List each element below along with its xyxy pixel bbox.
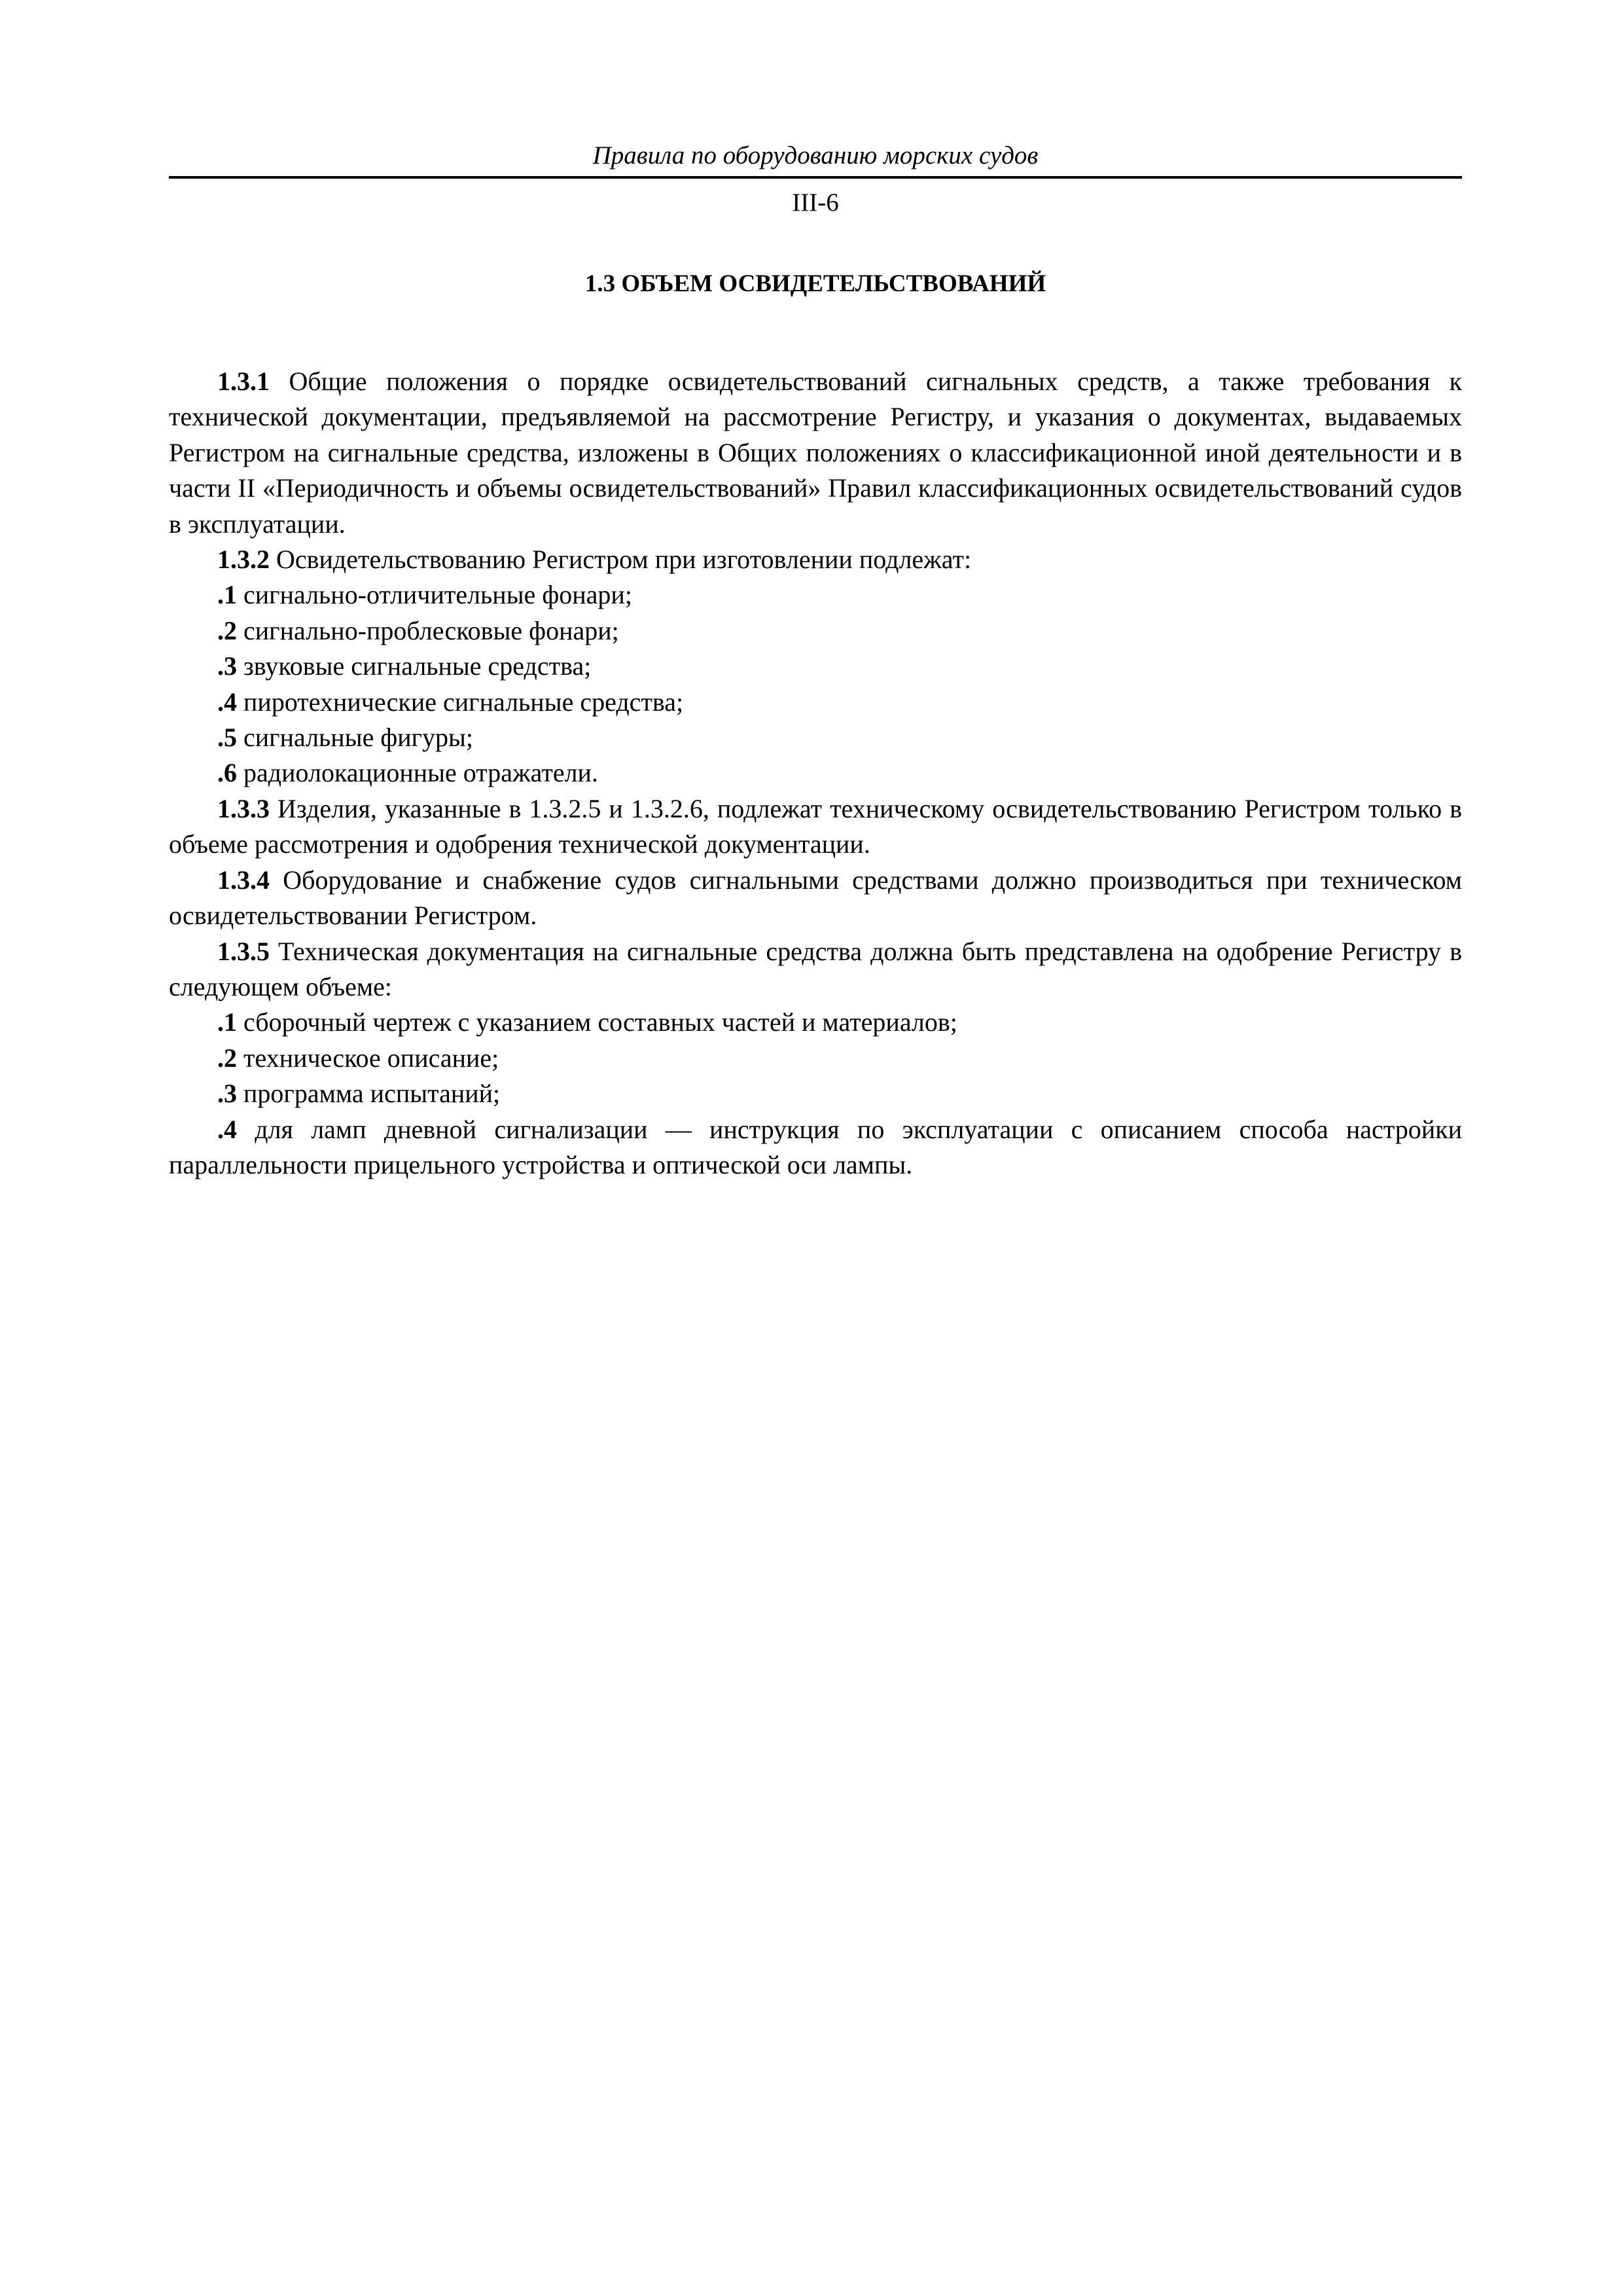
- item-number: .3: [217, 1079, 237, 1109]
- list-item: [169, 1076, 1462, 1111]
- item-number: .2: [217, 615, 237, 645]
- section-title: 1.3 ОБЪЕМ ОСВИДЕТЕЛЬСТВОВАНИЙ: [584, 270, 1046, 297]
- item-text: для ламп дневной сигнализации — инструкция по эксплуатации с описанием способа настройки параллельности прицельного устройства и оптической оси лампы.: [169, 1114, 1462, 1179]
- paragraph-1-3-2: [169, 542, 1462, 577]
- item-text: сигнально-проблесковые фонари;: [237, 615, 619, 645]
- paragraph-1-3-3: [169, 791, 1462, 863]
- list-item: [169, 1112, 1462, 1183]
- item-number: .1: [217, 580, 237, 610]
- item-text: техническое описание;: [237, 1043, 499, 1073]
- running-header: Правила по оборудованию морских судов: [592, 141, 1039, 170]
- clause-text: Изделия, указанные в 1.3.2.5 и 1.3.2.6, подлежат техническому освидетельствованию Регистром только в объеме рассмотрения и одобрения технической документации.: [169, 793, 1462, 859]
- list-item: [169, 1041, 1462, 1076]
- item-number: .1: [217, 1007, 237, 1037]
- item-text: звуковые сигнальные средства;: [237, 651, 592, 681]
- page-number: III-6: [792, 188, 839, 217]
- paragraph-1-3-4: [169, 863, 1462, 934]
- clause-number: 1.3.1: [217, 367, 270, 396]
- clause-number: 1.3.2: [217, 545, 270, 575]
- item-number: .5: [217, 723, 237, 753]
- paragraph-1-3-1: [169, 364, 1462, 542]
- header-rule: [169, 176, 1462, 179]
- item-text: радиолокационные отражатели.: [237, 758, 598, 788]
- clause-number: 1.3.3: [217, 793, 270, 823]
- item-text: сборочный чертеж с указанием составных частей и материалов;: [237, 1007, 957, 1037]
- paragraph-1-3-5: [169, 934, 1462, 1005]
- clause-text: Оборудование и снабжение судов сигнальными средствами должно производиться при техническом освидетельствовании Регистром.: [169, 865, 1462, 931]
- clause-text: Техническая документация на сигнальные средства должна быть представлена на одобрение Регистру в следующем объеме:: [169, 936, 1462, 1001]
- clause-number: 1.3.5: [217, 936, 270, 966]
- list-item: [169, 613, 1462, 649]
- clause-text: Освидетельствованию Регистром при изготовлении подлежат:: [270, 545, 972, 575]
- list-item: [169, 685, 1462, 720]
- item-number: .4: [217, 687, 237, 717]
- clause-text: Общие положения о порядке освидетельствований сигнальных средств, а также требования к технической документации, предъявляемой на рассмотрение Регистру, и указания о документах, выдаваемых Регистром на сигнальные средства, изложены в Общих положениях о классификационной иной деятельности и в части II «Периодичность и объемы освидетельствований» Правил классификационных освидетельствований судов в эксплуатации.: [169, 367, 1462, 539]
- section-body: [169, 364, 1462, 1183]
- item-text: пиротехнические сигнальные средства;: [237, 687, 684, 717]
- item-number: .2: [217, 1043, 237, 1073]
- list-item: [169, 755, 1462, 791]
- item-text: сигнальные фигуры;: [237, 723, 474, 753]
- list-item: [169, 577, 1462, 613]
- list-item: [169, 720, 1462, 755]
- item-number: .6: [217, 758, 237, 788]
- list-item: [169, 1005, 1462, 1040]
- clause-number: 1.3.4: [217, 865, 270, 895]
- item-text: сигнально-отличительные фонари;: [237, 580, 632, 610]
- item-number: .4: [217, 1114, 237, 1144]
- item-number: .3: [217, 651, 237, 681]
- item-text: программа испытаний;: [237, 1079, 501, 1109]
- list-item: [169, 649, 1462, 684]
